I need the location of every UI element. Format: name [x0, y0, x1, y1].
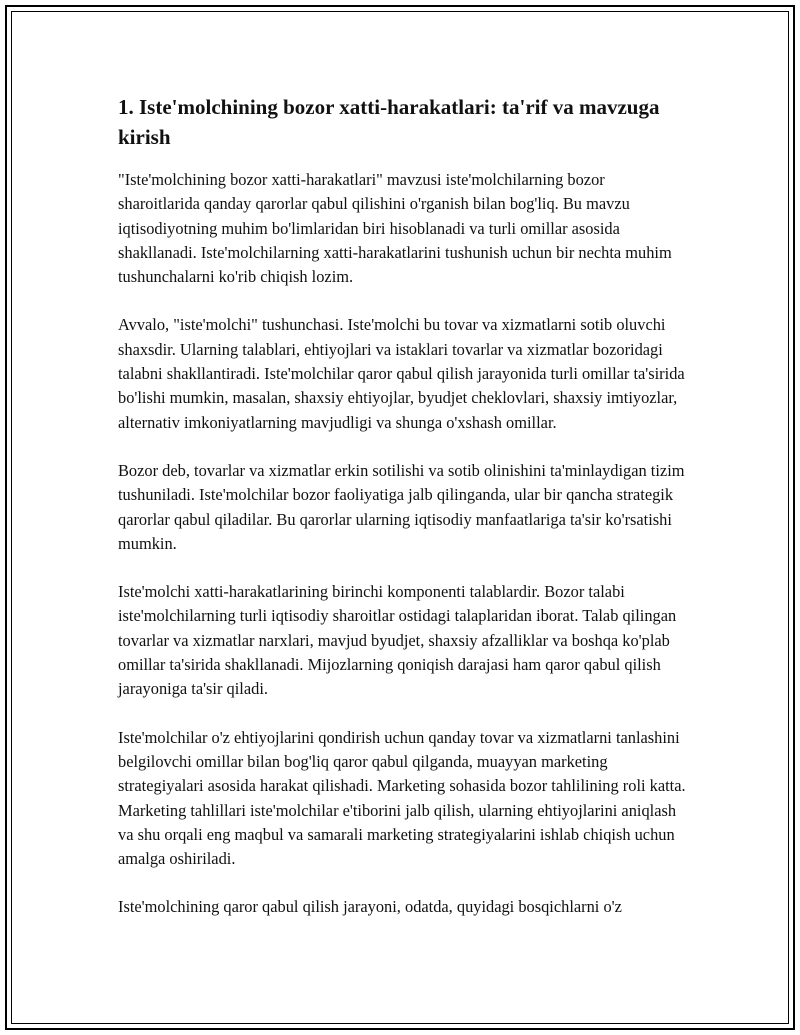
paragraph-3: Bozor deb, tovarlar va xizmatlar erkin sotilishi va sotib olinishini ta'minlaydigan tizim tushuniladi. Iste'molchilar bozor faoliyatiga jalb qilinganda, ular bir qancha strategik qarorlar qabul qiladilar. Bu qarorlar ularning iqtisodiy manfaatlariga ta'sir ko'rsatishi mumkin. — [118, 460, 685, 553]
paragraph-6: Iste'molchining qaror qabul qilish jarayoni, odatda, quyidagi bosqichlarni o'z — [118, 897, 622, 917]
paragraph-2: Avvalo, "iste'molchi" tushunchasi. Iste'molchi bu tovar va xizmatlarni sotib oluvchi shaxsdir. Ularning talablari, ehtiyojlari va istaklari tovarlar va xizmatlar bozoridagi talabni shakllantiradi. Iste'molchilar qaror qabul qilish jarayonida turli omillar ta'sirida bo'lishi mumkin, masalan, shaxsiy ehtiyojlar, byudjet cheklovlari, shaxsiy imtiyozlar, alternativ imkoniyatlarning mavjudligi va shunga o'xshash omillar. — [118, 315, 685, 432]
paragraph-5: Iste'molchilar o'z ehtiyojlarini qondirish uchun qanday tovar va xizmatlarni tanlashini belgilovchi omillar bilan bog'liq qaror qabul qilganda, muayyan marketing strategiyalari asosida harakat qilishadi. Marketing sohasida bozor tahlilining roli katta. Marketing tahlillari iste'molchilar e'tiborini jalb qilish, ularning ehtiyojlarini aniqlash va shu orqali eng maqbul va samarali marketing strategiyalarini ishlab chiqish uchun amalga oshiriladi. — [118, 727, 686, 869]
paragraph-4: Iste'molchi xatti-harakatlarining birinchi komponenti talablardir. Bozor talabi iste'molchilarning turli iqtisodiy sharoitlar ostidagi talaplaridan iborat. Talab qilingan tovarlar va xizmatlar narxlari, mavjud byudjet, shaxsiy afzalliklar va boshqa ko'plab omillar ta'sirida shakllanadi. Mijozlarning qoniqish darajasi ham qaror qabul qilish jarayoniga ta'sir qiladi. — [118, 582, 677, 699]
document-body — [118, 92, 690, 944]
section-heading: 1. Iste'molchining bozor xatti-harakatlari: ta'rif va mavzuga kirish — [118, 95, 660, 149]
paragraph-1: "Iste'molchining bozor xatti-harakatlari" mavzusi iste'molchilarning bozor sharoitlarida qanday qarorlar qabul qilishini o'rganish bilan bog'liq. Bu mavzu iqtisodiyotning muhim bo'limlaridan biri hisoblanadi va turli omillar asosida shakllanadi. Iste'molchilarning xatti-harakatlarini tushunish uchun bir nechta muhim tushunchalarni ko'rib chiqish lozim. — [118, 170, 672, 287]
